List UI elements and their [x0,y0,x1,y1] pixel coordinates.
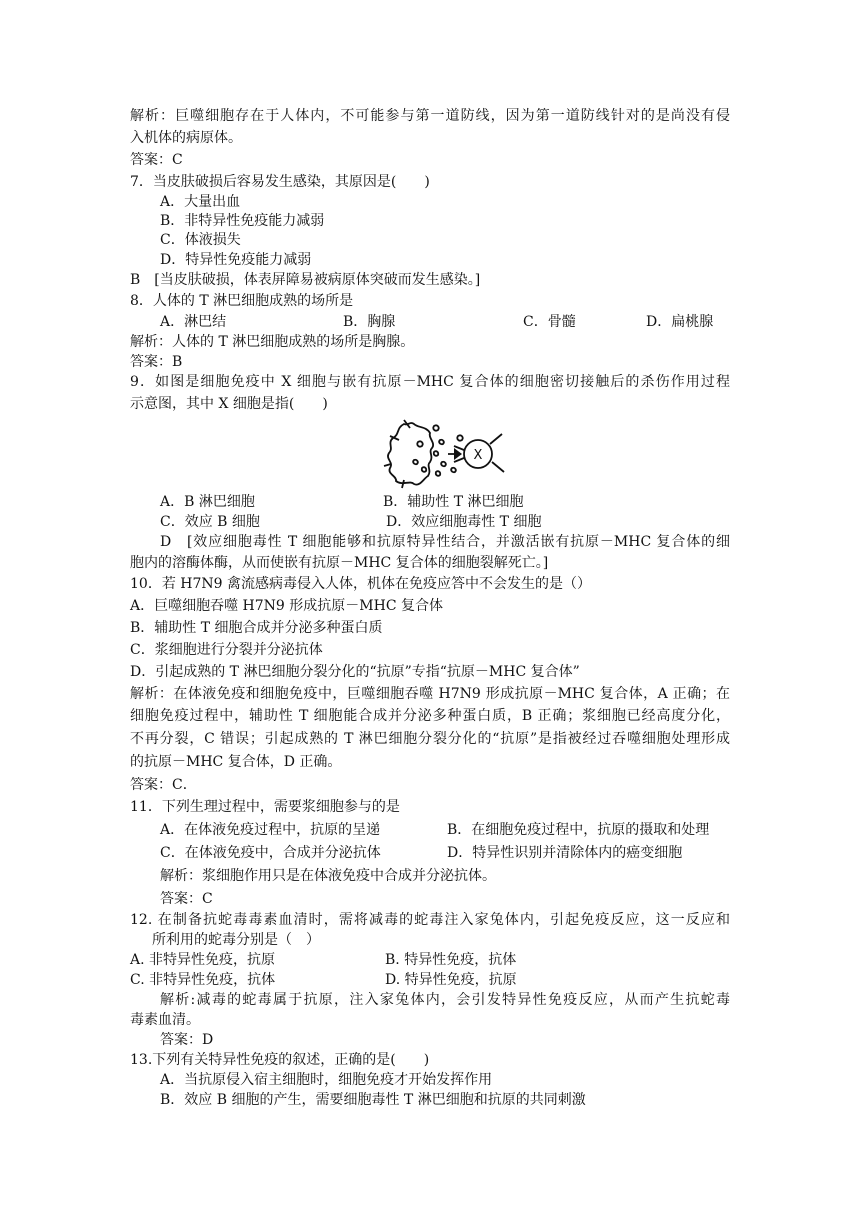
q10-option-b: B．辅助性 T 细胞合成并分泌多种蛋白质 [130,620,383,636]
answer-q6: 答案：C [130,152,183,168]
q10-option-c: C．浆细胞进行分裂并分泌抗体 [130,642,323,658]
x-cell-label: X [473,448,483,463]
q12-analysis-line2: 毒素血清。 [130,1012,200,1028]
question-12-line1: 12. 在制备抗蛇毒毒素血清时，需将减毒的蛇毒注入家兔体内，引起免疫反应，这一反应和 [130,912,730,928]
q8-analysis: 解析：人体的 T 淋巴细胞成熟的场所是胸腺。 [130,334,415,350]
question-11: 11．下列生理过程中，需要浆细胞参与的是 [130,799,400,815]
q11-option-a: A．在体液免疫过程中，抗原的呈递 [160,822,381,838]
q10-analysis-line4: 的抗原－MHC 复合体，D 正确。 [130,754,342,770]
question-9-line2: 示意图，其中 X 细胞是指( ) [130,396,328,412]
q12-option-c: C. 非特异性免疫，抗体 [130,972,276,988]
q12-answer: 答案：D [160,1032,214,1048]
q8-option-c: C．骨髓 [523,314,576,330]
q8-option-a: A．淋巴结 [160,314,227,330]
q11-analysis: 解析：浆细胞作用只是在体液免疫中合成并分泌抗体。 [160,868,496,884]
question-13: 13.下列有关特异性免疫的叙述，正确的是( ) [130,1052,430,1068]
q11-option-c: C．在体液免疫中，合成并分泌抗体 [160,845,381,861]
q8-option-d: D．扁桃腺 [646,314,714,330]
question-7: 7．当皮肤破损后容易发生感染，其原因是( ) [130,174,430,190]
q13-option-a: A．当抗原侵入宿主细胞时，细胞免疫才开始发挥作用 [160,1072,493,1088]
q12-analysis-line1: 解析:减毒的蛇毒属于抗原，注入家兔体内，会引发特异性免疫反应，从而产生抗蛇毒 [160,992,730,1008]
q9-option-b: B．辅助性 T 淋巴细胞 [383,494,524,510]
analysis-q6-line2: 入机体的病原体。 [130,130,242,146]
q9-answer-line1: D [效应细胞毒性 T 细胞能够和抗原特异性结合，并激活嵌有抗原－MHC 复合体的细 [160,534,730,550]
q9-answer-line2: 胞内的溶酶体酶，从而使嵌有抗原－MHC 复合体的细胞裂解死亡。] [130,555,549,571]
q11-answer: 答案：C [160,891,213,907]
q9-option-c: C．效应 B 细胞 [160,514,260,530]
q7-answer: B [当皮肤破损，体表屏障易被病原体突破而发生感染。] [130,272,481,288]
q9-option-a: A．B 淋巴细胞 [160,494,255,510]
q8-answer: 答案：B [130,354,183,370]
analysis-q6-line1: 解析：巨噬细胞存在于人体内，不可能参与第一道防线，因为第一道防线针对的是尚没有侵 [130,108,730,124]
q12-option-a: A. 非特异性免疫，抗原 [130,952,276,968]
q7-option-a: A．大量出血 [160,194,241,210]
q12-option-d: D. 特异性免疫，抗原 [385,972,517,988]
question-8: 8．人体的 T 淋巴细胞成熟的场所是 [130,293,354,309]
question-10: 10．若 H7N9 禽流感病毒侵入人体，机体在免疫应答中不会发生的是（） [130,576,591,592]
q11-option-d: D．特异性识别并清除体内的癌变细胞 [447,845,683,861]
q11-option-b: B．在细胞免疫过程中，抗原的摄取和处理 [447,822,710,838]
question-12-line2: 所利用的蛇毒分别是（ ） [152,932,320,948]
q13-option-b: B．效应 B 细胞的产生，需要细胞毒性 T 淋巴细胞和抗原的共同刺激 [160,1092,586,1108]
q10-analysis-line2: 细胞免疫过程中，辅助性 T 细胞能合成并分泌多种蛋白质，B 正确；浆细胞已经高度分化， [130,708,730,724]
q7-option-c: C．体液损失 [160,232,241,248]
cell-killing-diagram [382,418,522,490]
q10-answer: 答案：C． [130,777,197,793]
q12-option-b: B. 特异性免疫，抗体 [385,952,517,968]
q10-option-a: A．巨噬细胞吞噬 H7N9 形成抗原－MHC 复合体 [130,598,443,614]
question-9-line1: 9．如图是细胞免疫中 X 细胞与嵌有抗原－MHC 复合体的细胞密切接触后的杀伤作用过程 [130,374,730,390]
q7-option-d: D．特异性免疫能力减弱 [160,252,312,268]
q10-analysis-line1: 解析：在体液免疫和细胞免疫中，巨噬细胞吞噬 H7N9 形成抗原－MHC 复合体，A 正确；在 [130,686,730,702]
q10-analysis-line3: 不再分裂，C 错误；引起成熟的 T 淋巴细胞分裂分化的“抗原”是指被经过吞噬细胞处理形成 [130,731,730,747]
q9-option-d: D．效应细胞毒性 T 细胞 [386,514,542,530]
q10-option-d: D．引起成熟的 T 淋巴细胞分裂分化的“抗原”专指“抗原－MHC 复合体” [130,664,580,680]
q7-option-b: B．非特异性免疫能力减弱 [160,213,325,229]
q8-option-b: B．胸腺 [343,314,396,330]
